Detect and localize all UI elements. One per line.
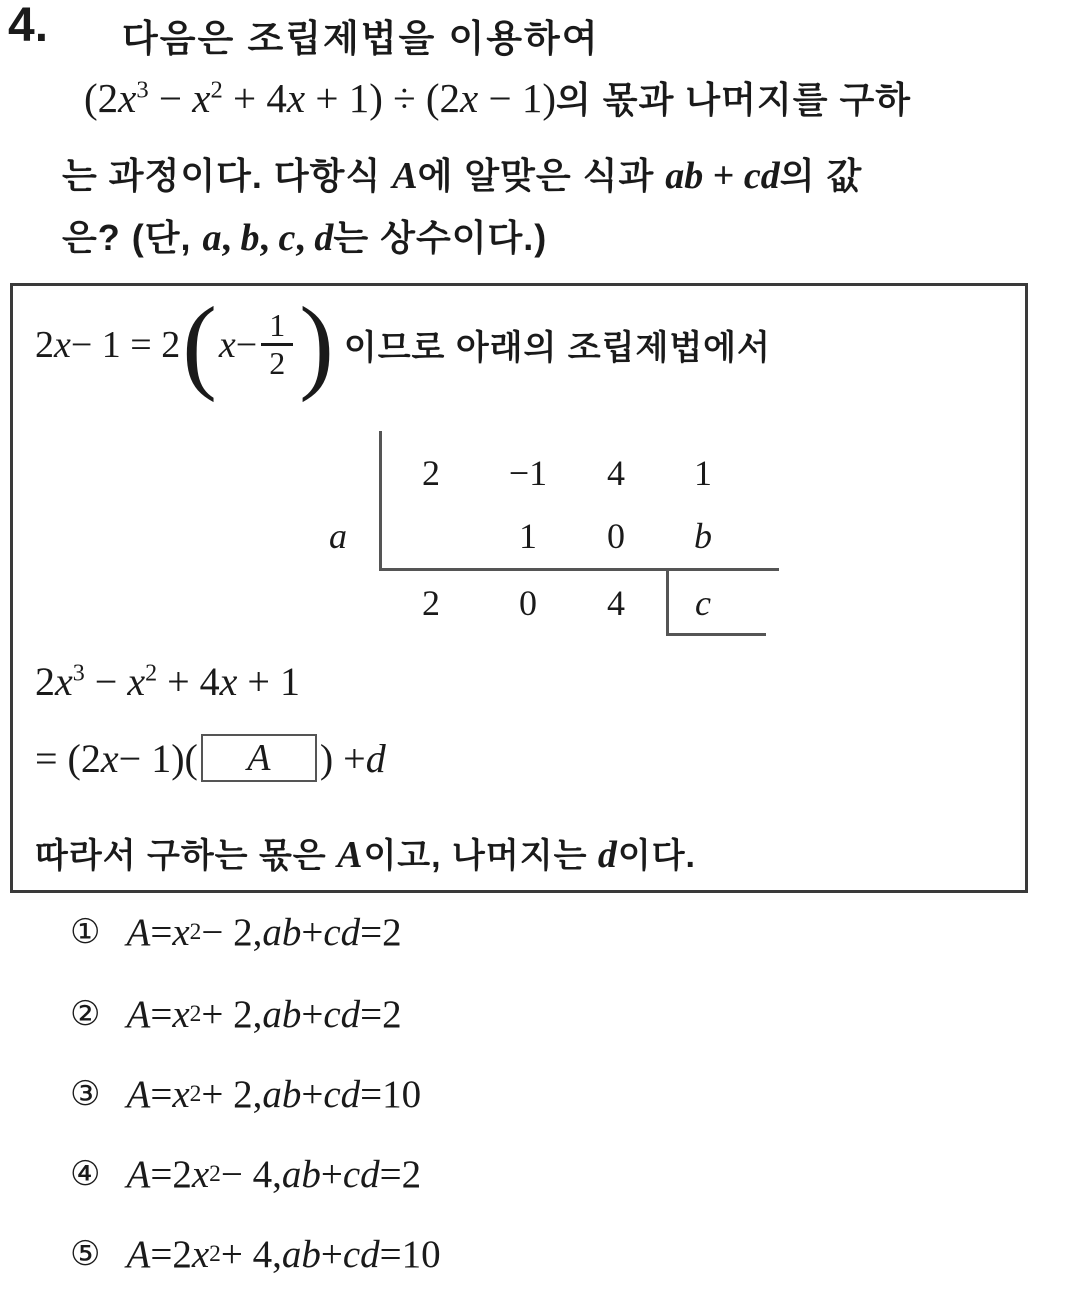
blank-A-box: A: [201, 734, 317, 782]
choice-1: ① A = x 2 − 2 , ab + cd = 2: [70, 910, 402, 954]
question-number: 4.: [8, 0, 49, 52]
factor-equation: 2 x − 1 = 2 ( x − $\frac{1}{2}$ ) 이므로 아래의 조립제법에서: [35, 285, 771, 404]
right-paren: ): [299, 285, 334, 404]
synthetic-division-table: [313, 428, 793, 643]
factored-equation: = (2 x − 1)( A ) + d: [35, 735, 386, 781]
table-cell: b: [694, 516, 712, 556]
table-cell: 0: [607, 516, 625, 556]
choice-1-marker: ①: [70, 912, 101, 952]
choice-4-marker: ④: [70, 1154, 101, 1194]
fraction-one-half: $\frac{1}{2}$: [261, 308, 293, 381]
table-cell: 2: [422, 583, 440, 623]
remainder-box-left-line: [666, 568, 669, 635]
choice-3: ③ A = x 2 + 2 , ab + cd = 10: [70, 1072, 422, 1116]
table-cell: 0: [519, 583, 537, 623]
table-cell: 1: [694, 453, 712, 493]
question-line3: 는 과정이다. 다항식 A에 알맞은 식과 ab + cd의 값: [62, 155, 863, 197]
choice-5: ⑤ A = 2 x 2 + 4 , ab + cd = 10: [70, 1232, 441, 1276]
question-expression-line: $(2x^3 - x^2 + 4x + 1) \div (2x - 1)$의 몫과 나머지를 구하: [84, 75, 912, 121]
table-vertical-bar: [379, 431, 382, 570]
table-cell: −1: [508, 453, 548, 493]
question-line2-korean: 의 몫과 나머지를 구하: [556, 79, 912, 120]
table-cell: 2: [422, 453, 440, 493]
solution-box: [10, 283, 1028, 893]
conclusion-line: 따라서 구하는 몫은 A이고, 나머지는 d이다.: [35, 834, 696, 876]
remainder-cell-c: c: [695, 583, 711, 623]
choice-4: ④ A = 2 x 2 − 4 , ab + cd = 2: [70, 1152, 422, 1196]
factor-equation-korean: 이므로 아래의 조립제법에서: [343, 329, 771, 368]
left-paren: (: [182, 285, 217, 404]
polynomial-line: $2x^3 - x^2 + 4x + 1$: [35, 659, 300, 704]
choice-3-marker: ③: [70, 1074, 101, 1114]
question-line4: 은? (단, a, b, c, d는 상수이다.): [62, 217, 548, 259]
table-cell: 1: [519, 516, 537, 556]
choice-2: ② A = x 2 + 2 , ab + cd = 2: [70, 992, 402, 1036]
choice-2-marker: ②: [70, 994, 101, 1034]
question-intro: 다음은 조립제법을 이용하여: [122, 18, 600, 59]
table-horizontal-rule: [379, 568, 779, 571]
table-cell: 4: [607, 453, 625, 493]
table-cell: 4: [607, 583, 625, 623]
choice-5-marker: ⑤: [70, 1234, 101, 1274]
divisor-label-a: a: [329, 516, 347, 556]
remainder-box-bottom-line: [666, 633, 766, 636]
